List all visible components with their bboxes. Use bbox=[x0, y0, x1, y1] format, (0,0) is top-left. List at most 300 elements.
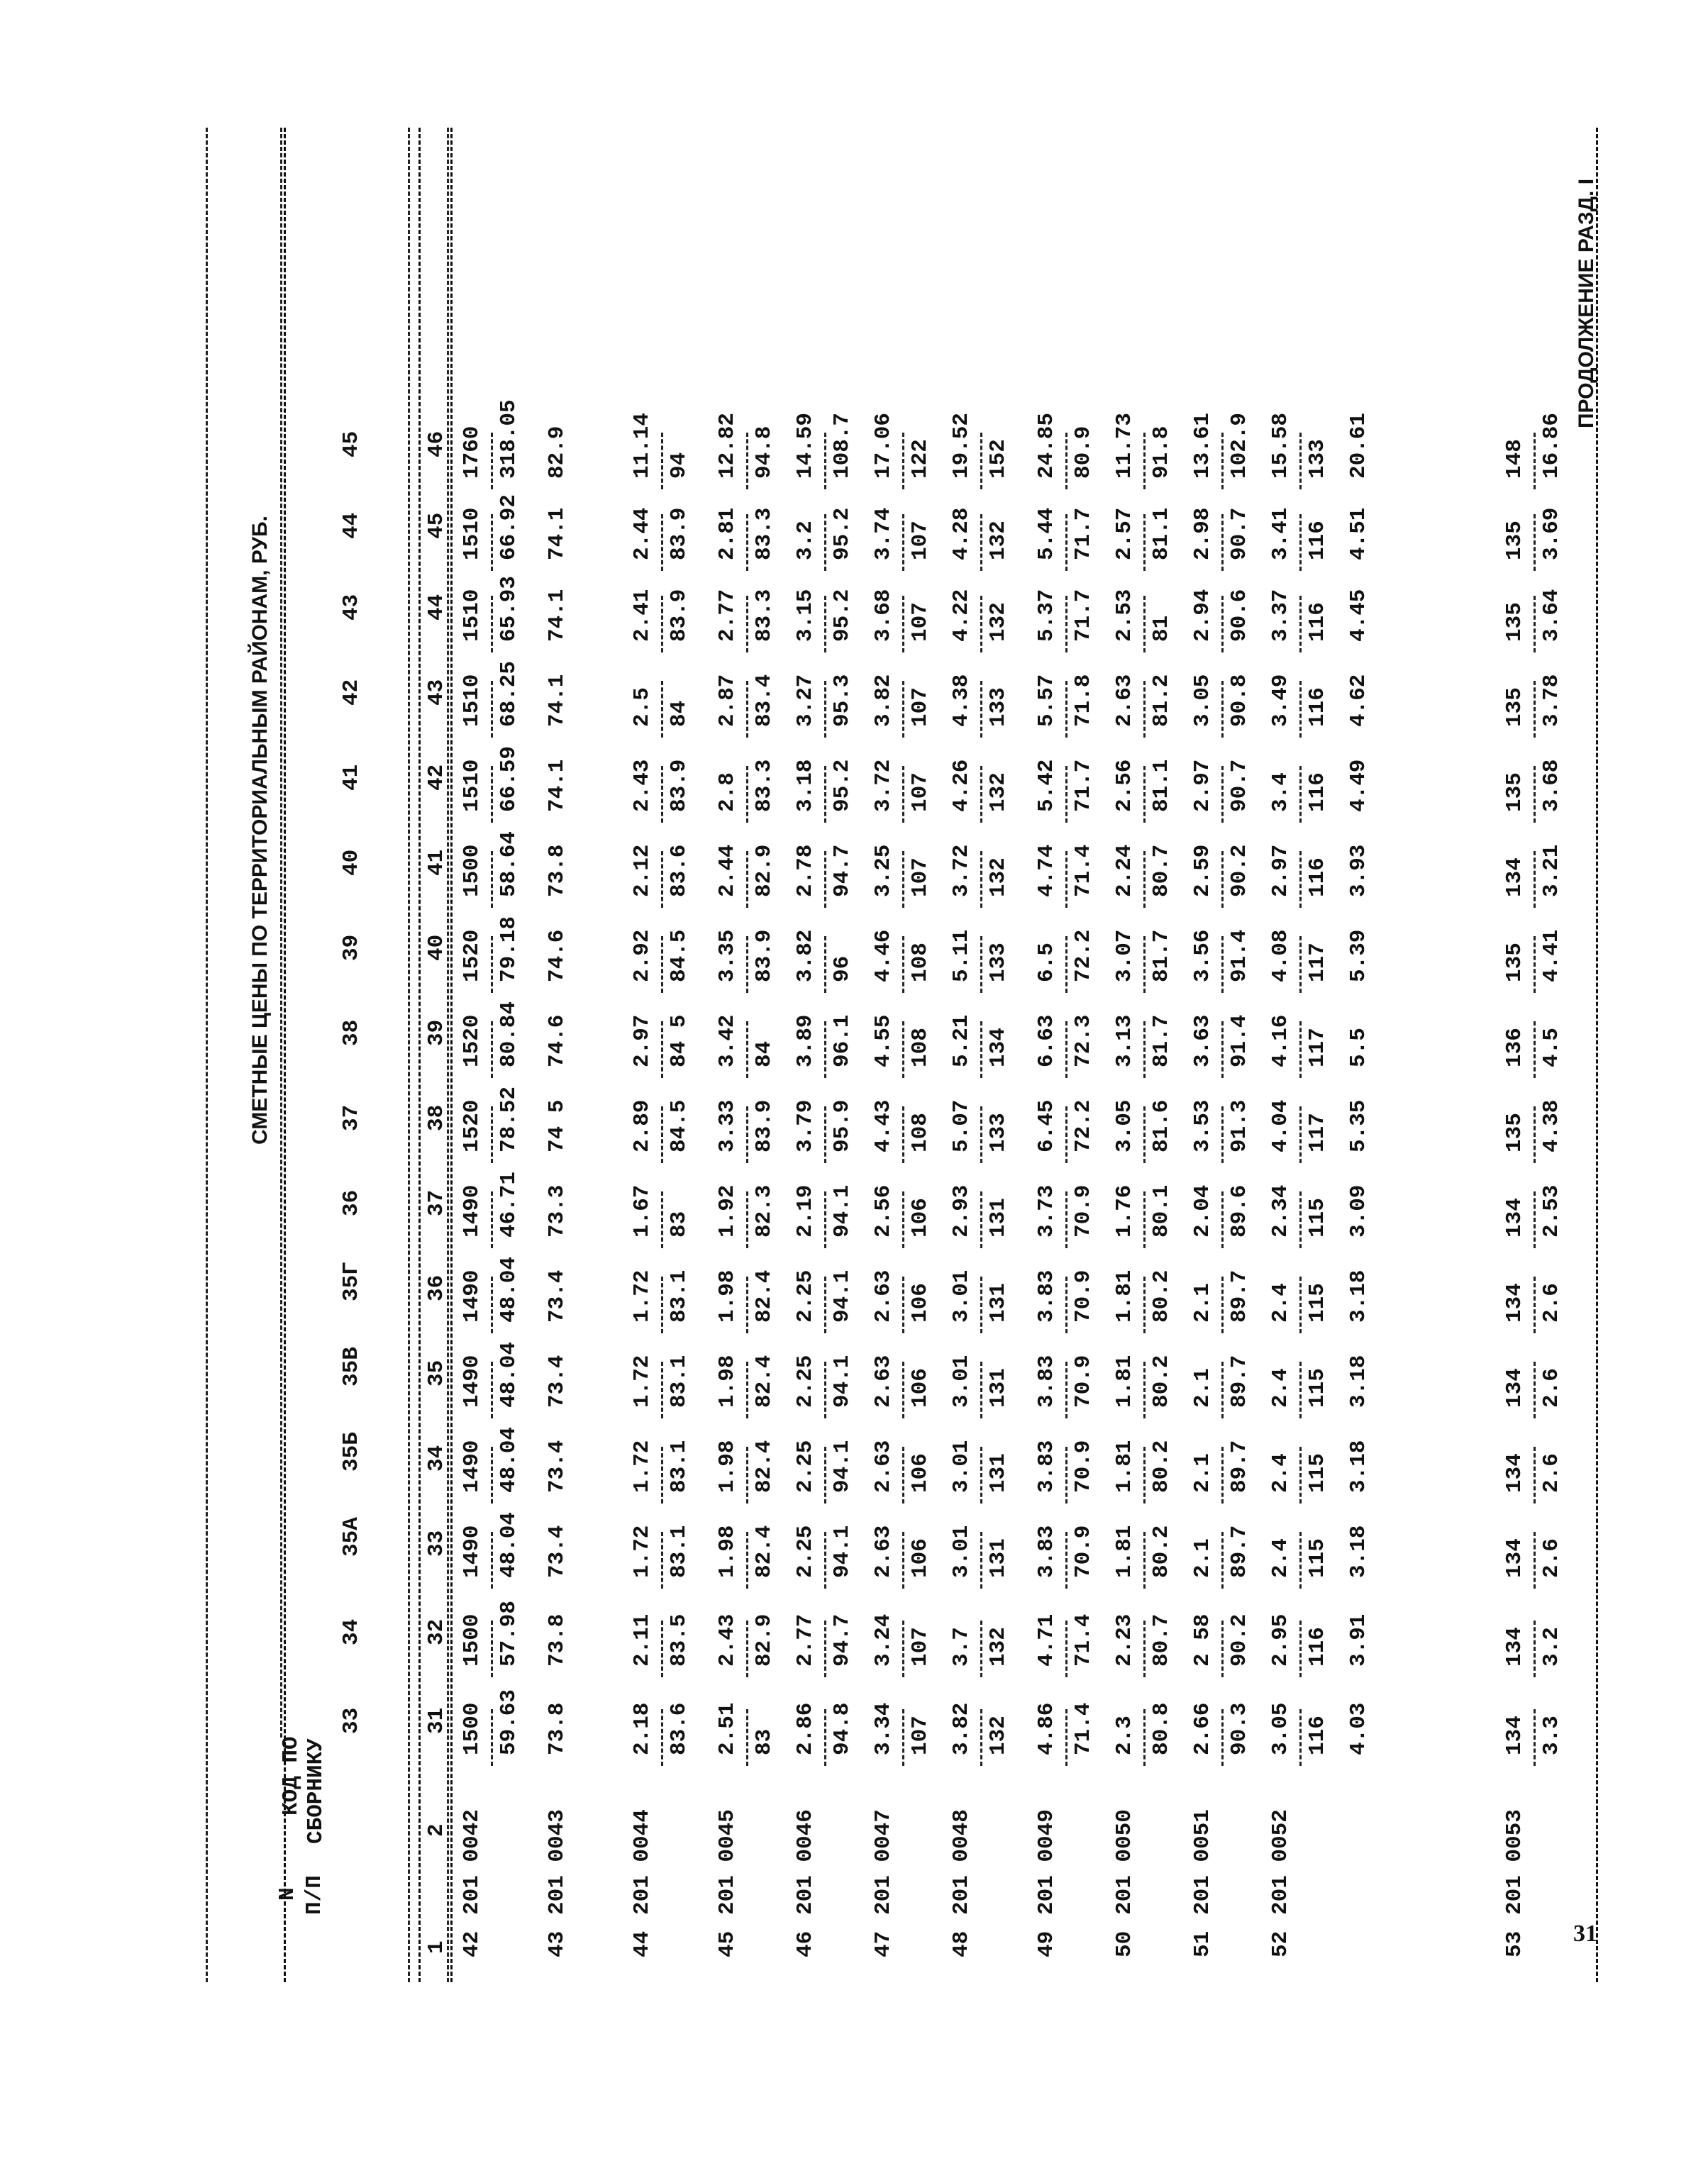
price-cell: 1.81 bbox=[1112, 1440, 1137, 1493]
district-header: 37 bbox=[339, 1104, 364, 1131]
fraction-line bbox=[1534, 433, 1536, 489]
fraction-line bbox=[1221, 1532, 1224, 1589]
price-cell: 71.4 bbox=[1071, 1702, 1096, 1755]
row-number: 51 bbox=[1190, 1930, 1215, 1957]
fraction-line bbox=[1221, 1277, 1224, 1333]
price-cell: 3.69 bbox=[1539, 507, 1564, 560]
price-cell: 96 bbox=[830, 955, 855, 982]
district-header: 45 bbox=[339, 430, 364, 457]
fraction-line bbox=[1534, 936, 1536, 993]
fraction-line bbox=[1534, 1621, 1536, 1677]
fraction-line bbox=[491, 1191, 493, 1248]
fraction-line bbox=[902, 433, 904, 489]
fraction-line bbox=[746, 1532, 748, 1589]
price-cell: 48.04 bbox=[497, 1426, 521, 1493]
fraction-line bbox=[491, 596, 493, 652]
price-cell: 2.25 bbox=[793, 1525, 818, 1578]
price-cell: 95.9 bbox=[830, 1099, 855, 1152]
price-cell: 81.6 bbox=[1149, 1099, 1174, 1152]
price-cell: 1.72 bbox=[630, 1355, 655, 1408]
price-cell: 90.6 bbox=[1227, 589, 1252, 642]
fraction-line bbox=[1299, 1021, 1302, 1078]
price-cell: 84 5 bbox=[667, 1014, 692, 1067]
table-rule bbox=[450, 128, 453, 1982]
price-cell: 117 bbox=[1305, 1113, 1330, 1152]
price-cell: 15.58 bbox=[1268, 412, 1293, 479]
price-cell: 73.8 bbox=[545, 1613, 570, 1667]
fraction-line bbox=[1221, 596, 1224, 652]
price-cell: 134 bbox=[1502, 1198, 1527, 1238]
index-cell: 2 bbox=[424, 1823, 449, 1837]
price-cell: 84 bbox=[667, 700, 692, 727]
fraction-line bbox=[1143, 1621, 1146, 1677]
fraction-line bbox=[1221, 681, 1224, 738]
page-number: 31 bbox=[1573, 1921, 1597, 1947]
fraction-line bbox=[746, 1621, 748, 1677]
fraction-line bbox=[1221, 514, 1224, 571]
price-cell: 131 bbox=[986, 1538, 1011, 1578]
price-cell: 74.6 bbox=[545, 1014, 570, 1067]
price-cell: 78.52 bbox=[497, 1086, 521, 1152]
price-cell: 2.97 bbox=[630, 1014, 655, 1067]
fraction-line bbox=[824, 851, 826, 908]
price-cell: 83.9 bbox=[667, 507, 692, 560]
price-cell: 2 58 bbox=[1190, 1613, 1215, 1667]
fraction-line bbox=[661, 1532, 663, 1589]
price-cell: 107 bbox=[908, 1627, 933, 1667]
price-cell: 83 bbox=[667, 1211, 692, 1238]
fraction-line bbox=[824, 1191, 826, 1248]
col-code-header: СБОРНИКУ bbox=[304, 1738, 328, 1844]
price-cell: 134 bbox=[1502, 1368, 1527, 1408]
price-cell: 2.4 bbox=[1268, 1453, 1293, 1493]
price-cell: 58.64 bbox=[497, 830, 521, 897]
price-cell: 1520 bbox=[460, 1014, 484, 1067]
price-cell: 107 bbox=[908, 772, 933, 812]
price-cell: 3.4 bbox=[1268, 772, 1293, 812]
price-cell: 3.82 bbox=[871, 674, 896, 727]
fraction-line bbox=[661, 1447, 663, 1504]
price-cell: 133 bbox=[986, 943, 1011, 982]
price-cell: 3.25 bbox=[871, 844, 896, 897]
fraction-line bbox=[661, 1191, 663, 1248]
price-cell: 5.42 bbox=[1034, 759, 1059, 812]
price-cell: 48.04 bbox=[497, 1341, 521, 1408]
price-cell: 2.94 bbox=[1190, 589, 1215, 642]
price-cell: 116 bbox=[1305, 602, 1330, 642]
price-cell: 2.25 bbox=[793, 1355, 818, 1408]
price-cell: 2.77 bbox=[715, 589, 740, 642]
price-cell: 95.2 bbox=[830, 589, 855, 642]
price-cell: 1.98 bbox=[715, 1440, 740, 1493]
price-cell: 2.63 bbox=[871, 1269, 896, 1323]
fraction-line bbox=[980, 1532, 982, 1589]
price-cell: 1.98 bbox=[715, 1525, 740, 1578]
col-code-header: КОД ПО bbox=[279, 1736, 304, 1816]
fraction-line bbox=[1065, 1106, 1068, 1163]
price-cell: 4.04 bbox=[1268, 1099, 1293, 1152]
price-cell: 3.93 bbox=[1346, 844, 1371, 897]
fraction-line bbox=[1143, 433, 1146, 489]
price-cell: 6.45 bbox=[1034, 1099, 1059, 1152]
index-cell: 34 bbox=[424, 1445, 449, 1472]
price-cell: 3.18 bbox=[1346, 1525, 1371, 1578]
price-cell: 72.2 bbox=[1071, 1099, 1096, 1152]
price-cell: 5.07 bbox=[949, 1099, 974, 1152]
index-cell: 37 bbox=[424, 1189, 449, 1216]
price-cell: 132 bbox=[986, 1716, 1011, 1755]
fraction-line bbox=[902, 1106, 904, 1163]
fraction-line bbox=[1299, 1621, 1302, 1677]
fraction-line bbox=[1143, 1191, 1146, 1248]
price-cell: 90.3 bbox=[1227, 1702, 1252, 1755]
price-cell: 2.6 bbox=[1539, 1453, 1564, 1493]
price-cell: 4.41 bbox=[1539, 929, 1564, 982]
price-cell: 1.72 bbox=[630, 1440, 655, 1493]
price-cell: 2.43 bbox=[630, 759, 655, 812]
price-cell: 3.15 bbox=[793, 589, 818, 642]
price-cell: 70.9 bbox=[1071, 1184, 1096, 1238]
price-cell: 2.59 bbox=[1190, 844, 1215, 897]
price-cell: 14.59 bbox=[793, 412, 818, 479]
price-cell: 152 bbox=[986, 439, 1011, 479]
price-cell: 81.1 bbox=[1149, 759, 1174, 812]
fraction-line bbox=[1065, 1362, 1068, 1418]
price-cell: 134 bbox=[1502, 1538, 1527, 1578]
fraction-line bbox=[824, 1362, 826, 1418]
price-cell: 3.37 bbox=[1268, 589, 1293, 642]
fraction-line bbox=[980, 1362, 982, 1418]
index-cell: 43 bbox=[424, 679, 449, 706]
price-cell: 6.5 bbox=[1034, 943, 1059, 982]
fraction-line bbox=[1143, 1532, 1146, 1589]
price-cell: 1510 bbox=[460, 759, 484, 812]
price-cell: 90.7 bbox=[1227, 759, 1252, 812]
fraction-line bbox=[1221, 1021, 1224, 1078]
table-rule bbox=[284, 128, 286, 1982]
price-cell: 83.3 bbox=[752, 759, 777, 812]
price-cell: 3.83 bbox=[1034, 1525, 1059, 1578]
price-cell: 134 bbox=[1502, 1453, 1527, 1493]
price-cell: 80.8 bbox=[1149, 1702, 1174, 1755]
price-cell: 4.49 bbox=[1346, 759, 1371, 812]
table-head-rule bbox=[408, 128, 410, 1982]
price-cell: 4.51 bbox=[1346, 507, 1371, 560]
price-cell: 80.2 bbox=[1149, 1440, 1174, 1493]
price-cell: 71.7 bbox=[1071, 759, 1096, 812]
price-cell: 1760 bbox=[460, 426, 484, 479]
fraction-line bbox=[1065, 766, 1068, 823]
price-cell: 106 bbox=[908, 1453, 933, 1493]
fraction-line bbox=[1299, 1447, 1302, 1504]
row-code: 201 0053 bbox=[1502, 1809, 1527, 1915]
price-cell: 91.4 bbox=[1227, 929, 1252, 982]
fraction-line bbox=[746, 1191, 748, 1248]
fraction-line bbox=[824, 1532, 826, 1589]
fraction-line bbox=[746, 596, 748, 652]
price-cell: 90.7 bbox=[1227, 507, 1252, 560]
section-note: ПРОДОЛЖЕНИЕ РАЗД. I bbox=[1575, 178, 1598, 428]
fraction-line bbox=[1143, 514, 1146, 571]
price-cell: 4.46 bbox=[871, 929, 896, 982]
fraction-line bbox=[902, 851, 904, 908]
fraction-line bbox=[1143, 1106, 1146, 1163]
price-cell: 48.04 bbox=[497, 1256, 521, 1323]
fraction-line bbox=[661, 1621, 663, 1677]
fraction-line bbox=[1299, 1191, 1302, 1248]
price-cell: 134 bbox=[1502, 857, 1527, 897]
price-cell: 1.76 bbox=[1112, 1184, 1137, 1238]
fraction-line bbox=[491, 1021, 493, 1078]
price-cell: 80.7 bbox=[1149, 844, 1174, 897]
price-cell: 2.34 bbox=[1268, 1184, 1293, 1238]
price-cell: 73.4 bbox=[545, 1355, 570, 1408]
fraction-line bbox=[491, 514, 493, 571]
price-cell: 82.4 bbox=[752, 1525, 777, 1578]
fraction-line bbox=[1065, 433, 1068, 489]
index-cell: 44 bbox=[424, 594, 449, 621]
price-cell: 2.6 bbox=[1539, 1283, 1564, 1323]
price-cell: 11.14 bbox=[630, 412, 655, 479]
fraction-line bbox=[1065, 1021, 1068, 1078]
fraction-line bbox=[746, 1362, 748, 1418]
price-cell: 83.1 bbox=[667, 1440, 692, 1493]
price-cell: 73.3 bbox=[545, 1184, 570, 1238]
table-top-rule bbox=[206, 128, 208, 1982]
price-cell: 2.1 bbox=[1190, 1368, 1215, 1408]
price-cell: 135 bbox=[1502, 1113, 1527, 1152]
price-cell: 3.73 bbox=[1034, 1184, 1059, 1238]
fraction-line bbox=[746, 936, 748, 993]
fraction-line bbox=[902, 1532, 904, 1589]
price-cell: 1490 bbox=[460, 1269, 484, 1323]
price-cell: 2.1 bbox=[1190, 1538, 1215, 1578]
price-cell: 3.41 bbox=[1268, 507, 1293, 560]
price-cell: 84.5 bbox=[667, 1099, 692, 1152]
price-cell: 2.1 bbox=[1190, 1283, 1215, 1323]
fraction-line bbox=[661, 1021, 663, 1078]
fraction-line bbox=[1299, 433, 1302, 489]
price-cell: 5.44 bbox=[1034, 507, 1059, 560]
index-cell: 33 bbox=[424, 1530, 449, 1557]
price-cell: 1.98 bbox=[715, 1355, 740, 1408]
price-cell: 95.2 bbox=[830, 507, 855, 560]
price-cell: 83.9 bbox=[752, 1099, 777, 1152]
price-cell: 3.33 bbox=[715, 1099, 740, 1152]
fraction-line bbox=[661, 1277, 663, 1333]
fraction-line bbox=[1065, 681, 1068, 738]
fraction-line bbox=[1534, 1021, 1536, 1078]
price-cell: 3.72 bbox=[949, 844, 974, 897]
price-cell: 84 bbox=[752, 1040, 777, 1067]
price-cell: 95.3 bbox=[830, 674, 855, 727]
fraction-line bbox=[902, 1709, 904, 1766]
price-cell: 94 bbox=[667, 452, 692, 479]
price-cell: 4.22 bbox=[949, 589, 974, 642]
fraction-line bbox=[1221, 766, 1224, 823]
price-cell: 83.6 bbox=[667, 844, 692, 897]
price-cell: 19.52 bbox=[949, 412, 974, 479]
fraction-line bbox=[1534, 681, 1536, 738]
fraction-line bbox=[1143, 596, 1146, 652]
price-cell: 122 bbox=[908, 439, 933, 479]
fraction-line bbox=[902, 766, 904, 823]
price-cell: 91.4 bbox=[1227, 1014, 1252, 1067]
table-rule bbox=[1596, 128, 1598, 1982]
fraction-line bbox=[746, 1447, 748, 1504]
price-cell: 90.2 bbox=[1227, 1613, 1252, 1667]
price-cell: 2.19 bbox=[793, 1184, 818, 1238]
fraction-line bbox=[1534, 1447, 1536, 1504]
price-cell: 134 bbox=[1502, 1716, 1527, 1755]
price-cell: 83.3 bbox=[752, 507, 777, 560]
price-cell: 90.8 bbox=[1227, 674, 1252, 727]
fraction-line bbox=[1534, 766, 1536, 823]
price-cell: 74 5 bbox=[545, 1099, 570, 1152]
price-cell: 3.3 bbox=[1539, 1716, 1564, 1755]
price-cell: 1510 bbox=[460, 674, 484, 727]
price-cell: 84.5 bbox=[667, 929, 692, 982]
price-cell: 82.9 bbox=[752, 1613, 777, 1667]
price-cell: 94.1 bbox=[830, 1440, 855, 1493]
fraction-line bbox=[491, 1709, 493, 1766]
fraction-line bbox=[980, 766, 982, 823]
fraction-line bbox=[980, 1106, 982, 1163]
price-cell: 6.63 bbox=[1034, 1014, 1059, 1067]
price-cell: 95.2 bbox=[830, 759, 855, 812]
price-cell: 65.93 bbox=[497, 575, 521, 642]
price-cell: 3.79 bbox=[793, 1099, 818, 1152]
price-cell: 116 bbox=[1305, 857, 1330, 897]
price-cell: 20.61 bbox=[1346, 412, 1371, 479]
price-cell: 2.53 bbox=[1112, 589, 1137, 642]
fraction-line bbox=[1143, 681, 1146, 738]
price-cell: 2.4 bbox=[1268, 1283, 1293, 1323]
fraction-line bbox=[1534, 514, 1536, 571]
price-cell: 3.2 bbox=[1539, 1627, 1564, 1667]
price-cell: 131 bbox=[986, 1198, 1011, 1238]
price-cell: 81.7 bbox=[1149, 929, 1174, 982]
price-cell: 1490 bbox=[460, 1525, 484, 1578]
price-cell: 70.9 bbox=[1071, 1440, 1096, 1493]
fraction-line bbox=[661, 766, 663, 823]
district-header: 33 bbox=[339, 1707, 364, 1734]
price-cell: 57.98 bbox=[497, 1600, 521, 1667]
price-cell: 135 bbox=[1502, 943, 1527, 982]
price-cell: 4.08 bbox=[1268, 929, 1293, 982]
price-cell: 71.4 bbox=[1071, 1613, 1096, 1667]
price-cell: 71.8 bbox=[1071, 674, 1096, 727]
fraction-line bbox=[1299, 1106, 1302, 1163]
fraction-line bbox=[980, 851, 982, 908]
price-cell: 3.05 bbox=[1268, 1702, 1293, 1755]
group-header: СМЕТНЫЕ ЦЕНЫ ПО ТЕРРИТОРИАЛЬНЫМ РАЙОНАМ, РУБ. bbox=[248, 515, 272, 1145]
price-cell: 107 bbox=[908, 521, 933, 560]
fraction-line bbox=[661, 681, 663, 738]
index-cell: 40 bbox=[424, 934, 449, 961]
col-num-header: N bbox=[275, 1887, 300, 1901]
price-cell: 3.89 bbox=[793, 1014, 818, 1067]
price-cell: 94.7 bbox=[830, 1613, 855, 1667]
price-cell: 1.98 bbox=[715, 1269, 740, 1323]
fraction-line bbox=[1221, 1447, 1224, 1504]
price-cell: 4.43 bbox=[871, 1099, 896, 1152]
price-cell: 1.81 bbox=[1112, 1355, 1137, 1408]
price-cell: 3.01 bbox=[949, 1440, 974, 1493]
fraction-line bbox=[980, 1277, 982, 1333]
row-number: 46 bbox=[793, 1930, 818, 1957]
price-cell: 2.3 bbox=[1112, 1716, 1137, 1755]
fraction-line bbox=[491, 1106, 493, 1163]
row-number: 44 bbox=[630, 1930, 655, 1957]
price-cell: 133 bbox=[1305, 439, 1330, 479]
row-number: 47 bbox=[871, 1930, 896, 1957]
price-cell: 2.25 bbox=[793, 1440, 818, 1493]
fraction-line bbox=[746, 433, 748, 489]
price-cell: 4.5 bbox=[1539, 1028, 1564, 1067]
fraction-line bbox=[1299, 1709, 1302, 1766]
price-cell: 2.4 bbox=[1268, 1538, 1293, 1578]
row-code: 201 0051 bbox=[1190, 1809, 1215, 1915]
price-cell: 96.1 bbox=[830, 1014, 855, 1067]
price-cell: 115 bbox=[1305, 1368, 1330, 1408]
fraction-line bbox=[902, 1191, 904, 1248]
price-cell: 80.7 bbox=[1149, 1613, 1174, 1667]
fraction-line bbox=[1065, 851, 1068, 908]
price-cell: 83.4 bbox=[752, 674, 777, 727]
price-cell: 2.63 bbox=[871, 1440, 896, 1493]
fraction-line bbox=[491, 936, 493, 993]
fraction-line bbox=[824, 1621, 826, 1677]
price-cell: 3.18 bbox=[1346, 1355, 1371, 1408]
index-cell: 46 bbox=[424, 430, 449, 457]
district-header: 44 bbox=[339, 512, 364, 539]
district-header: 35В bbox=[339, 1347, 364, 1386]
price-cell: 102.9 bbox=[1227, 412, 1252, 479]
row-code: 201 0042 bbox=[460, 1809, 484, 1915]
fraction-line bbox=[980, 936, 982, 993]
fraction-line bbox=[902, 1021, 904, 1078]
fraction-line bbox=[746, 514, 748, 571]
price-cell: 89.7 bbox=[1227, 1525, 1252, 1578]
price-cell: 3.78 bbox=[1539, 674, 1564, 727]
price-cell: 2.63 bbox=[871, 1525, 896, 1578]
price-cell: 82.9 bbox=[545, 426, 570, 479]
price-cell: 5.35 bbox=[1346, 1099, 1371, 1152]
price-cell: 82.9 bbox=[752, 844, 777, 897]
price-cell: 2.81 bbox=[715, 507, 740, 560]
index-cell: 32 bbox=[424, 1618, 449, 1645]
fraction-line bbox=[1221, 433, 1224, 489]
price-cell: 66.59 bbox=[497, 745, 521, 812]
fraction-line bbox=[1143, 851, 1146, 908]
price-cell: 3.18 bbox=[1346, 1440, 1371, 1493]
table-group-rule bbox=[280, 128, 282, 1738]
table-index-rule bbox=[447, 128, 449, 1982]
fraction-line bbox=[824, 936, 826, 993]
price-cell: 106 bbox=[908, 1198, 933, 1238]
price-cell: 2.98 bbox=[1190, 507, 1215, 560]
fraction-line bbox=[902, 596, 904, 652]
price-cell: 2.51 bbox=[715, 1702, 740, 1755]
price-cell: 83.1 bbox=[667, 1269, 692, 1323]
fraction-line bbox=[980, 1709, 982, 1766]
fraction-line bbox=[1065, 1621, 1068, 1677]
district-header: 35А bbox=[339, 1517, 364, 1557]
fraction-line bbox=[824, 514, 826, 571]
price-cell: 94.8 bbox=[752, 426, 777, 479]
price-cell: 83 bbox=[752, 1728, 777, 1755]
